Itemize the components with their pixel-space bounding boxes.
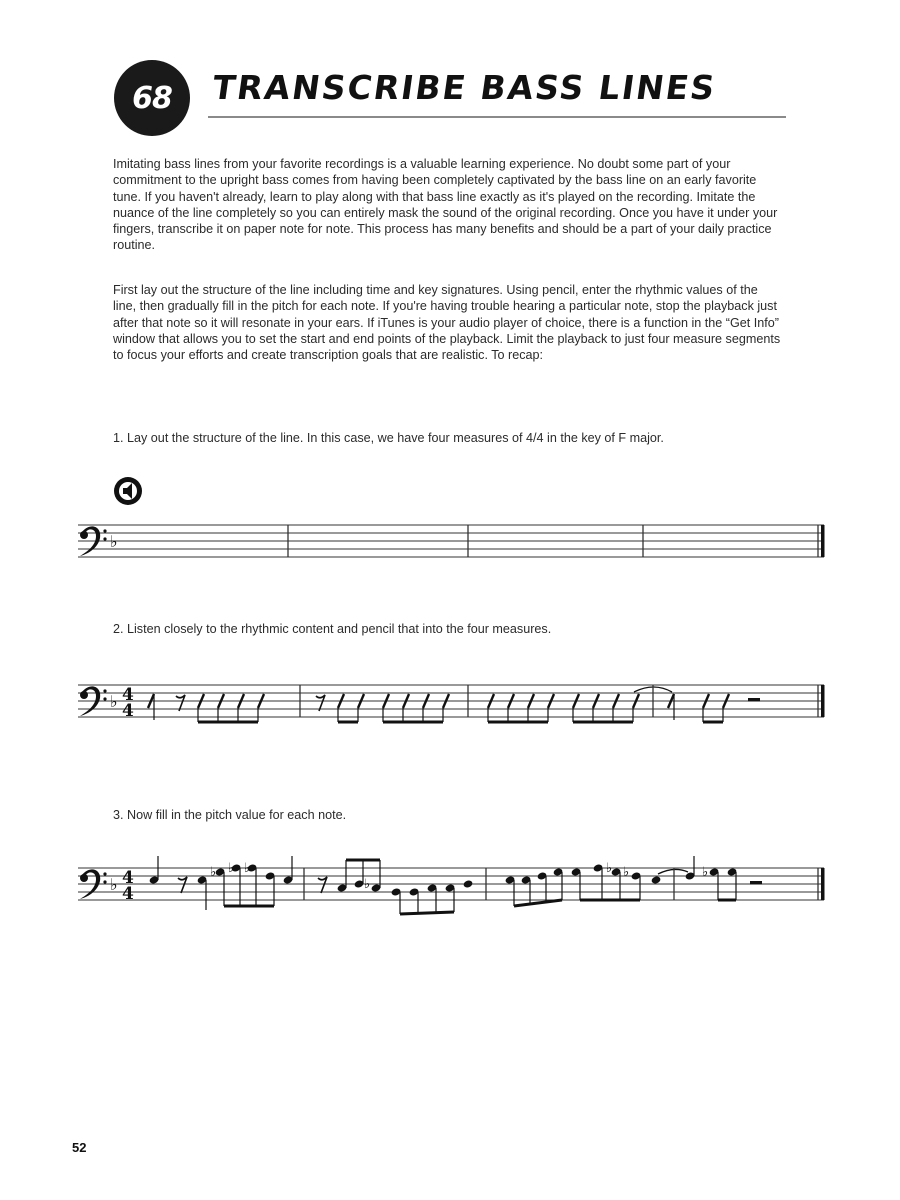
step-3-text: 3. Now fill in the pitch value for each note. xyxy=(113,808,347,822)
half-rest xyxy=(748,698,760,702)
final-barline xyxy=(821,685,825,717)
flat-accidental: ♭ xyxy=(702,865,709,880)
title-divider xyxy=(208,116,786,118)
time-signature-bottom: 4 xyxy=(122,884,134,904)
flat-accidental: ♭ xyxy=(228,861,235,876)
key-signature-flat: ♭ xyxy=(110,875,118,894)
page-number: 52 xyxy=(72,1140,87,1155)
chapter-number: 68 xyxy=(132,80,172,116)
final-barline xyxy=(821,868,825,900)
flat-accidental: ♭ xyxy=(244,861,251,876)
time-signature-top: 4 xyxy=(122,868,134,888)
half-rest xyxy=(750,881,762,885)
staff-lines xyxy=(78,685,824,717)
staff-rhythm xyxy=(78,670,828,740)
flat-accidental: ♭ xyxy=(364,877,371,892)
flat-accidental: ♭ xyxy=(606,861,613,876)
step-2-text: 2. Listen closely to the rhythmic content and pencil that into the four measures. xyxy=(113,622,552,636)
tie xyxy=(658,869,688,874)
audio-track-icon[interactable] xyxy=(113,476,143,506)
staff-empty-structure xyxy=(78,510,828,580)
staff-pitched xyxy=(78,850,828,930)
step-1-text: 1. Lay out the structure of the line. In this case, we have four measures of 4/4 in the key of F major. xyxy=(113,431,664,445)
intro-paragraph: Imitating bass lines from your favorite recordings is a valuable learning experience. No doubt some part of your commitment to the upright bass comes from having been completely captivated by the bass line on an early favorite tune. If you haven't already, learn to play along with that bass line exactly as it's played on the recording. Imitate the nuance of the line completely so you can entirely mask the sound of the original recording. Once you have it under your fingers, transcribe it on paper note for note. This process has many benefits and should be a part of your daily practice routine. xyxy=(113,157,778,253)
staff-lines xyxy=(78,525,824,557)
time-signature-bottom: 4 xyxy=(122,701,134,721)
chapter-title: TRANSCRIBE BASS LINES xyxy=(210,68,719,107)
flat-accidental: ♭ xyxy=(210,865,217,880)
chapter-number-badge xyxy=(114,60,190,136)
method-paragraph: First lay out the structure of the line including time and key signatures. Using pencil, enter the rhythmic values of the line, then gradually fill in the pitch for each note. If you're having trouble hearing a particular note, stop the playback just after that note so it will resonate in your ears. If iTunes is your audio player of choice, there is a function in the “Get Info” window that allows you to set the start and end points of the playback. Limit the playback to just four measure segments to focus your efforts and create transcription goals that are realistic. To recap: xyxy=(113,283,781,363)
final-barline xyxy=(821,525,825,557)
key-signature-flat: ♭ xyxy=(110,532,118,551)
flat-accidental: ♭ xyxy=(623,865,630,880)
time-signature-top: 4 xyxy=(122,685,134,705)
key-signature-flat: ♭ xyxy=(110,692,118,711)
